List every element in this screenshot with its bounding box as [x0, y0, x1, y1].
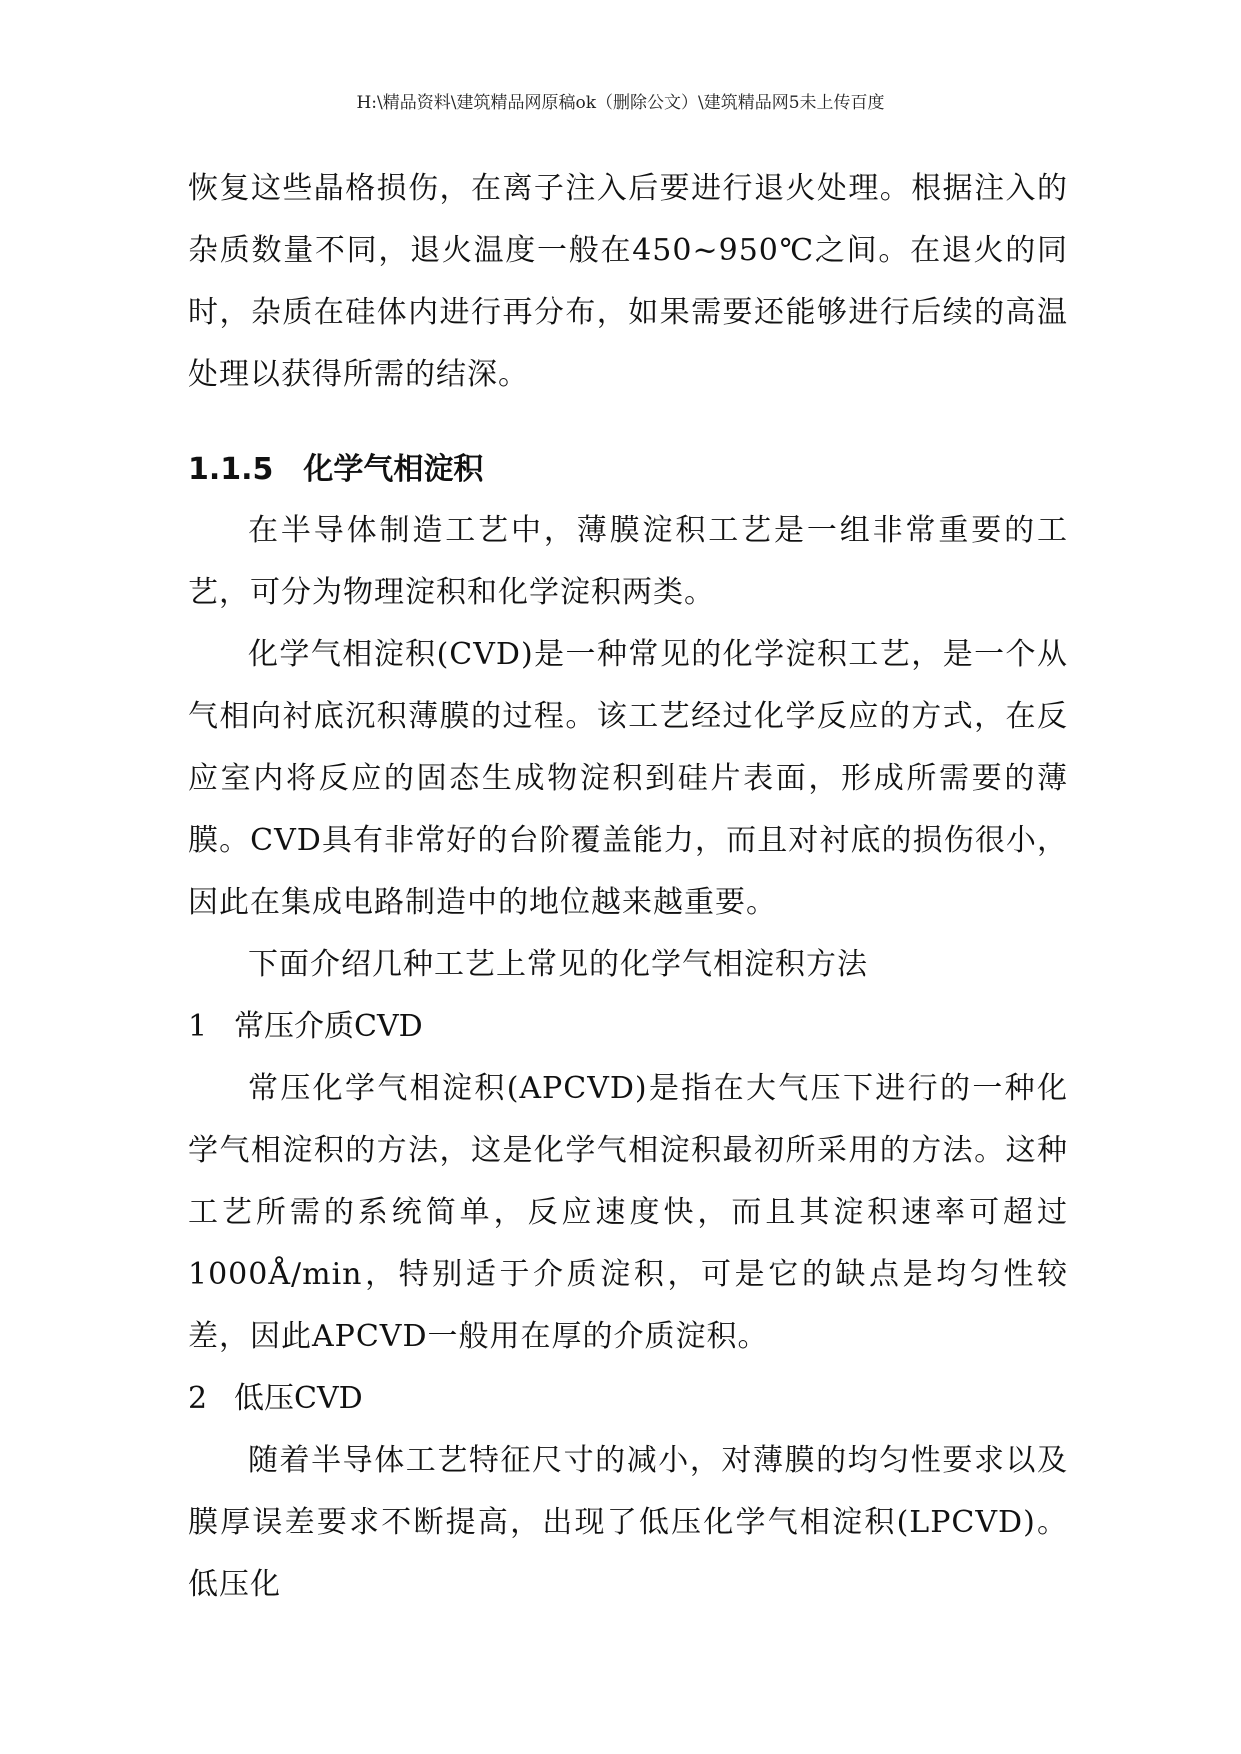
intro-paragraph: 恢复这些晶格损伤，在离子注入后要进行退火处理。根据注入的杂质数量不同，退火温度一般在450~950℃之间。在退火的同时，杂质在硅体内进行再分布，如果需要还能够进行后续的高温处理以获得所需的结深。 [188, 171, 1068, 392]
list-item-number: 2 [188, 1381, 208, 1416]
list-item-title: 常压介质CVD [234, 1009, 423, 1044]
paragraph-apcvd: 常压化学气相淀积(APCVD)是指在大气压下进行的一种化学气相淀积的方法，这是化学气相淀积最初所采用的方法。这种工艺所需的系统简单，反应速度快，而且其淀积速率可超过1000Å/min，特别适于介质淀积，可是它的缺点是均匀性较差，因此APCVD一般用在厚的介质淀积。 [188, 1071, 1068, 1354]
paragraph-cvd-intro: 化学气相淀积(CVD)是一种常见的化学淀积工艺，是一个从气相向衬底沉积薄膜的过程。该工艺经过化学反应的方式，在反应室内将反应的固态生成物淀积到硅片表面，形成所需要的薄膜。CVD具有非常好的台阶覆盖能力，而且对衬底的损伤很小，因此在集成电路制造中的地位越来越重要。 [188, 637, 1068, 920]
section-title: 1.1.5 化学气相淀积 [188, 452, 484, 487]
list-item-apcvd-heading [188, 996, 1068, 1058]
list-item-title: 低压CVD [234, 1381, 363, 1416]
paragraph-thin-film: 在半导体制造工艺中，薄膜淀积工艺是一组非常重要的工艺，可分为物理淀积和化学淀积两类。 [188, 513, 1068, 610]
document-body [188, 158, 1068, 1616]
list-item-number: 1 [188, 1009, 208, 1044]
list-item-lpcvd-heading [188, 1368, 1068, 1430]
page-header-path: H:\精品资料\建筑精品网原稿ok（删除公文）\建筑精品网5未上传百度 [356, 93, 885, 113]
paragraph-methods-intro: 下面介绍几种工艺上常见的化学气相淀积方法 [248, 947, 868, 982]
paragraph-lpcvd: 随着半导体工艺特征尺寸的减小，对薄膜的均匀性要求以及膜厚误差要求不断提高，出现了低压化学气相淀积(LPCVD)。低压化 [188, 1443, 1068, 1602]
